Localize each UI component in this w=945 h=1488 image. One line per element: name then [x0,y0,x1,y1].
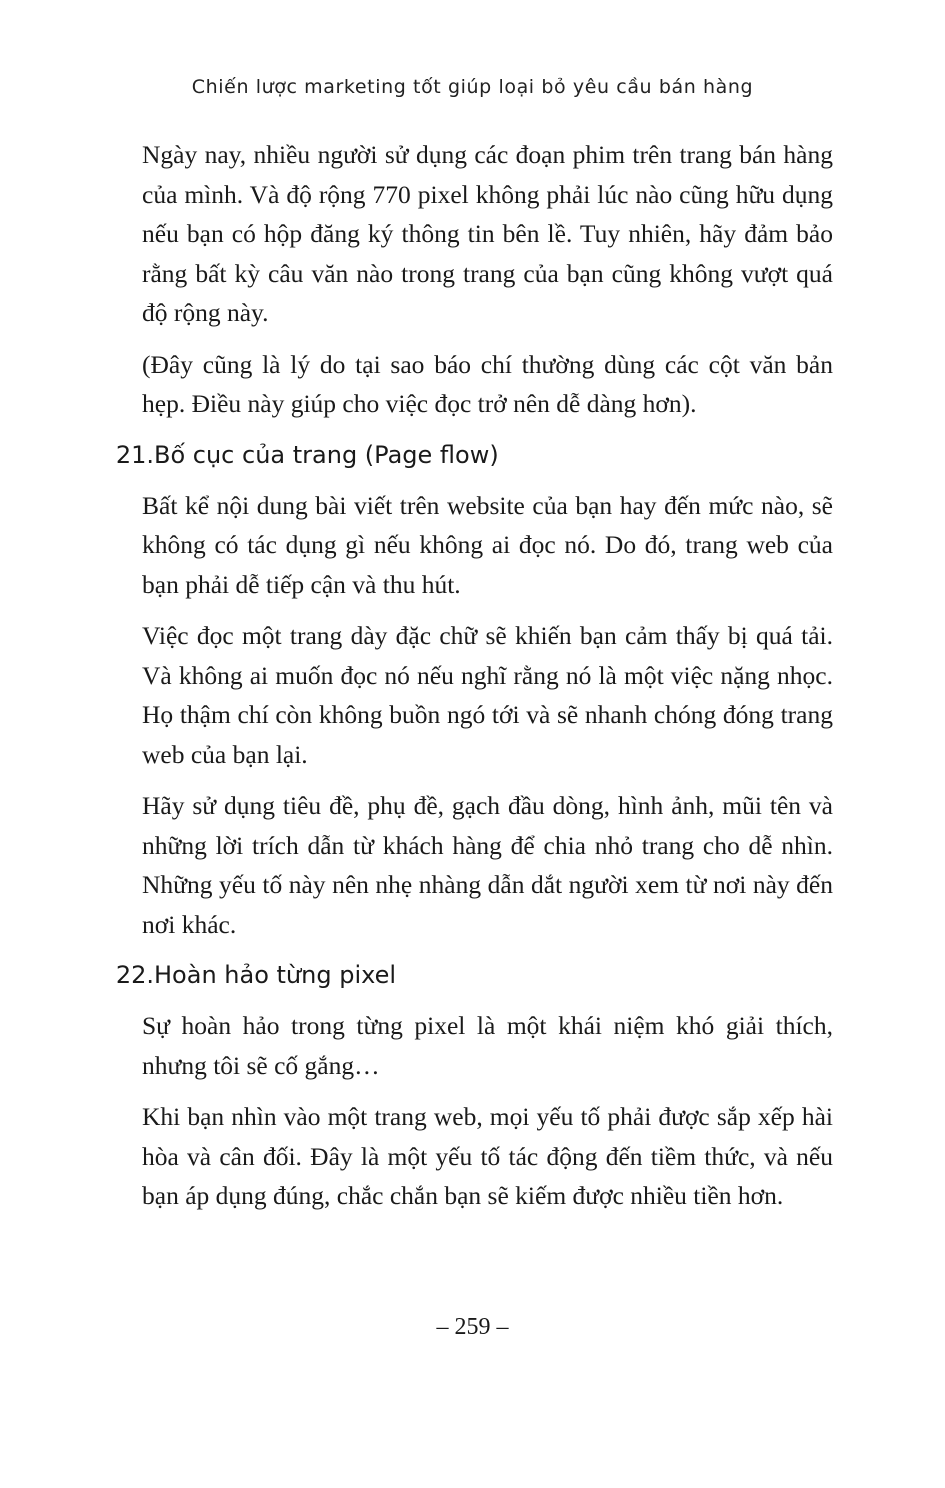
section-title: Bố cục của trang (Page flow) [154,440,499,469]
section-heading-21 [115,436,833,474]
section-number: 22. [115,961,154,989]
section-heading-22 [115,956,833,994]
page-number: – 259 – [436,1314,509,1340]
section-title: Hoàn hảo từng pixel [154,961,397,989]
paragraph: Hãy sử dụng tiêu đề, phụ đề, gạch đầu dòng, hình ảnh, mũi tên và những lời trích dẫn từ khách hàng để chia nhỏ trang cho dễ nhìn. Những yếu tố này nên nhẹ nhàng dẫn dắt người xem từ nơi này đến nơi khác. [142,791,833,939]
page-body [115,135,833,1228]
paragraph: Khi bạn nhìn vào một trang web, mọi yếu tố phải được sắp xếp hài hòa và cân đối. Đây là một yếu tố tác động đến tiềm thức, và nếu bạn áp dụng đúng, chắc chắn bạn sẽ kiếm được nhiều tiền hơn. [142,1102,833,1210]
paragraph: Sự hoàn hảo trong từng pixel là một khái niệm khó giải thích, nhưng tôi sẽ cố gắng… [142,1011,833,1080]
paragraph: (Đây cũng là lý do tại sao báo chí thường dùng các cột văn bản hẹp. Điều này giúp cho việc đọc trở nên dễ dàng hơn). [142,349,833,418]
paragraph: Việc đọc một trang dày đặc chữ sẽ khiến bạn cảm thấy bị quá tải. Và không ai muốn đọc nó nếu nghĩ rằng nó là một việc nặng nhọc. Họ thậm chí còn không buồn ngó tới và sẽ nhanh chóng đóng trang web của bạn lại. [142,621,833,769]
paragraph: Bất kể nội dung bài viết trên website của bạn hay đến mức nào, sẽ không có tác dụng gì nếu không ai đọc nó. Do đó, trang web của bạn phải dễ tiếp cận và thu hút. [142,490,833,599]
running-header: Chiến lược marketing tốt giúp loại bỏ yêu cầu bán hàng [191,76,754,98]
paragraph: Ngày nay, nhiều người sử dụng các đoạn phim trên trang bán hàng của mình. Và độ rộng 770 pixel không phải lúc nào cũng hữu dụng nếu bạn có hộp đăng ký thông tin bên lề. Tuy nhiên, hãy đảm bảo rằng bất kỳ câu văn nào trong trang của bạn cũng không vượt quá độ rộng này. [142,140,833,327]
section-number: 21. [115,440,154,469]
